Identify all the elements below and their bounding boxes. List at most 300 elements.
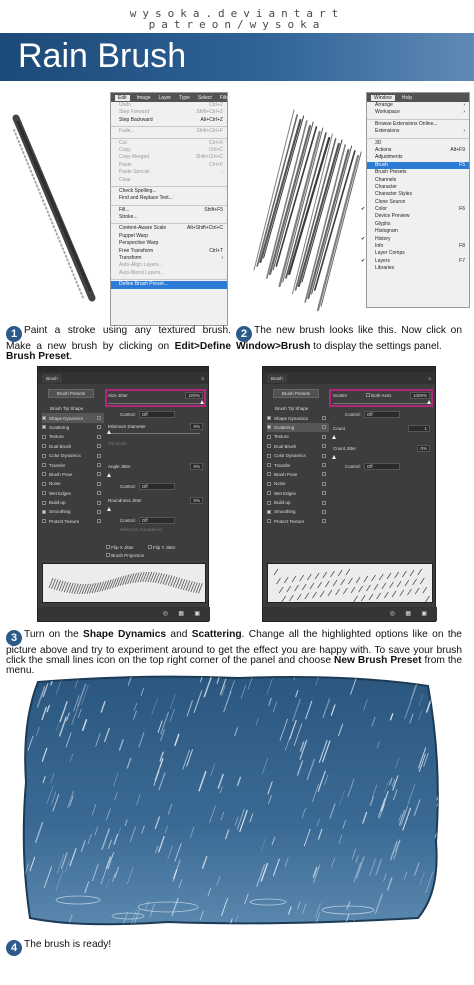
menu-item-label: Auto-Blend Layers... xyxy=(119,269,165,276)
menu-item[interactable] xyxy=(367,221,469,228)
step-bold: Edit>Define Brush Preset xyxy=(6,341,231,362)
menu-item-shortcut: F5 xyxy=(459,161,465,168)
menu-item[interactable] xyxy=(111,255,227,262)
rain-streak xyxy=(5,751,9,762)
control-select[interactable]: Off xyxy=(364,411,400,418)
menu-item[interactable] xyxy=(367,162,469,169)
lock-icon[interactable] xyxy=(322,416,326,420)
menu-item-shortcut: › xyxy=(463,102,465,108)
preview-dab xyxy=(369,594,373,600)
flip-row xyxy=(106,545,175,550)
control-row xyxy=(120,411,175,418)
brush-option-item[interactable] xyxy=(267,442,329,451)
menu-item[interactable] xyxy=(111,117,227,124)
menu-item[interactable] xyxy=(367,147,469,154)
menu-item-shortcut: F6 xyxy=(459,206,465,213)
step-text: Paint a stroke using any textured brush. Make a new brush by clicking on xyxy=(6,325,231,352)
projection-checkbox[interactable]: Brush Projection xyxy=(106,553,144,558)
preview-dab xyxy=(330,571,334,577)
brush-option-item[interactable] xyxy=(42,470,104,479)
size-jitter-slider[interactable] xyxy=(108,403,200,404)
preview-dab xyxy=(341,579,345,585)
lock-icon[interactable] xyxy=(322,444,326,448)
roundness-value[interactable]: 0% xyxy=(190,497,203,504)
option-checkbox[interactable] xyxy=(267,472,271,476)
menu-bar xyxy=(367,93,469,102)
brush-panel-scattering xyxy=(262,366,436,622)
option-checkbox[interactable] xyxy=(42,425,46,429)
option-label: Brush Pose xyxy=(49,471,73,477)
menu-item-label: Free Transform xyxy=(119,247,154,254)
option-label: Transfer xyxy=(274,462,291,468)
menu-item[interactable] xyxy=(111,147,227,154)
preview-dab xyxy=(366,585,370,591)
menu-item-label: Fade... xyxy=(119,128,135,135)
menu-item-label: Undo xyxy=(119,102,131,108)
menu-bar-item[interactable]: Edit xyxy=(115,95,130,101)
brush-option-item[interactable] xyxy=(42,432,104,441)
menu-item-label: Paste Special xyxy=(119,169,150,176)
panel-tab[interactable]: Brush xyxy=(267,374,287,383)
step-number-badge: 3 xyxy=(6,630,22,646)
option-checkbox[interactable] xyxy=(42,482,46,486)
preview-dab xyxy=(130,573,134,583)
option-checkbox[interactable] xyxy=(267,491,271,495)
lock-icon[interactable] xyxy=(97,425,101,429)
slider-knob[interactable] xyxy=(427,400,431,404)
menu-item[interactable] xyxy=(361,235,469,243)
brush-option-item[interactable] xyxy=(267,423,329,432)
menu-item-label: Copy xyxy=(119,146,131,153)
preview-dab xyxy=(112,578,116,588)
brush-option-item[interactable] xyxy=(42,451,104,460)
menu-item-label: Color xyxy=(375,206,387,213)
menu-item-label: Glyphs xyxy=(375,220,391,227)
menu-item[interactable] xyxy=(367,177,469,184)
menu-separator xyxy=(111,184,227,187)
lock-icon[interactable] xyxy=(322,482,326,486)
menu-item[interactable] xyxy=(111,154,227,161)
menu-item-shortcut: Shift+Ctrl+C xyxy=(195,154,223,161)
option-checkbox[interactable] xyxy=(42,454,46,458)
rain-streak xyxy=(427,904,434,924)
menu-item[interactable] xyxy=(111,102,227,109)
lock-icon[interactable] xyxy=(97,416,101,420)
lock-icon[interactable] xyxy=(322,510,326,514)
brush-stroke-preview xyxy=(42,563,206,603)
option-label: Wet Edges xyxy=(274,490,296,496)
checkmark-icon: ✔ xyxy=(361,235,366,242)
menu-item[interactable] xyxy=(367,250,469,257)
slider-knob[interactable] xyxy=(200,400,204,404)
rain-streak xyxy=(445,676,447,682)
menu-item-shortcut: Ctrl+C xyxy=(208,146,223,153)
brush-option-item[interactable] xyxy=(42,507,104,516)
step-bold: Window>Brush xyxy=(236,341,311,352)
brush-option-item[interactable] xyxy=(42,479,104,488)
menu-item[interactable] xyxy=(111,248,227,255)
option-checkbox[interactable] xyxy=(267,435,271,439)
option-checkbox[interactable] xyxy=(42,416,46,420)
flip-y-checkbox[interactable]: Flip Y Jitter xyxy=(148,545,176,550)
flip-x-checkbox[interactable]: Flip X Jitter xyxy=(106,545,134,550)
scatter-value[interactable]: 1000% xyxy=(410,392,430,399)
preview-dab xyxy=(125,575,129,585)
rain-streak xyxy=(438,738,440,745)
lock-icon[interactable] xyxy=(322,425,326,429)
min-diameter-label: Minimum Diameter xyxy=(108,424,146,429)
min-diameter-value[interactable]: 0% xyxy=(190,423,203,430)
preview-dab xyxy=(423,587,427,593)
lock-icon[interactable] xyxy=(97,454,101,458)
preview-dab xyxy=(117,577,121,587)
step-text: to display the settings panel. xyxy=(310,341,442,352)
menu-item-label: Character Styles xyxy=(375,191,412,198)
slider-knob[interactable] xyxy=(107,473,111,477)
lock-icon[interactable] xyxy=(97,435,101,439)
slider-knob[interactable] xyxy=(332,455,336,459)
option-checkbox[interactable] xyxy=(267,482,271,486)
step-bold: New Brush Preset xyxy=(333,655,422,666)
rain-streak xyxy=(10,806,17,825)
step-text: from the menu. xyxy=(6,655,462,676)
brush-option-item[interactable] xyxy=(267,432,329,441)
slider-knob[interactable] xyxy=(107,507,111,511)
lock-icon[interactable] xyxy=(97,463,101,467)
brush-stroke-preview xyxy=(267,563,433,603)
lock-icon[interactable] xyxy=(322,491,326,495)
count-jitter-value[interactable]: 0% xyxy=(417,445,430,452)
brush-option-item[interactable] xyxy=(267,451,329,460)
step-3 xyxy=(6,630,462,676)
panel-menu-icon[interactable]: ≡ xyxy=(428,375,431,381)
option-label: Protect Texture xyxy=(49,518,80,524)
menu-item[interactable] xyxy=(361,206,469,213)
option-checkbox[interactable] xyxy=(267,463,271,467)
header-line-2: patreon/wysoka xyxy=(148,18,326,31)
brush-option-item[interactable] xyxy=(267,479,329,488)
option-checkbox[interactable] xyxy=(267,425,271,429)
lock-icon[interactable] xyxy=(322,454,326,458)
preview-dab xyxy=(300,575,304,581)
panel-footer xyxy=(38,607,210,621)
brush-presets-button[interactable]: Brush Presets xyxy=(48,389,94,398)
preview-dab xyxy=(384,592,388,598)
menu-item[interactable] xyxy=(111,281,227,288)
menu-bar-item[interactable]: Image xyxy=(136,94,151,101)
menu-item[interactable] xyxy=(361,257,469,265)
preview-dab xyxy=(364,576,368,582)
menu-bar-item[interactable]: Type xyxy=(179,94,190,101)
menu-item[interactable] xyxy=(367,169,469,176)
control-select[interactable]: Off xyxy=(139,483,175,490)
lock-icon[interactable] xyxy=(322,519,326,523)
brush-option-item[interactable] xyxy=(267,517,329,526)
menu-item[interactable] xyxy=(367,121,469,128)
window-menu xyxy=(361,92,470,308)
option-checkbox[interactable] xyxy=(267,501,271,505)
menu-item[interactable] xyxy=(367,265,469,272)
menu-item-label: Actions xyxy=(375,146,392,153)
menu-item-shortcut: Ctrl+T xyxy=(209,247,223,254)
edit-menu xyxy=(110,92,231,326)
menu-item[interactable] xyxy=(367,184,469,191)
menu-bar-item[interactable]: Filter xyxy=(219,94,231,101)
menu-item-shortcut: Shift+Ctrl+Z xyxy=(196,109,223,116)
brush-option-item[interactable] xyxy=(267,489,329,498)
preview-dab xyxy=(289,595,293,601)
menu-item[interactable] xyxy=(111,140,227,147)
panel-menu-icon[interactable]: ≡ xyxy=(201,375,204,381)
menu-item[interactable] xyxy=(367,102,469,109)
option-label: Texture xyxy=(49,434,64,440)
menu-separator xyxy=(367,136,469,139)
rain-streak xyxy=(436,673,439,681)
step-text: . xyxy=(69,351,73,362)
menu-item[interactable] xyxy=(367,191,469,198)
step-text: . Change all the highlighted options like on the picture above and try to experiment around to get the effect you are happy with. To save your brush click the small lines icon on the top right corner of the panel and choose xyxy=(6,629,462,666)
menu-item[interactable] xyxy=(111,233,227,240)
brush-option-item[interactable] xyxy=(267,470,329,479)
brush-bristle-line xyxy=(318,156,358,310)
brush-option-item[interactable] xyxy=(42,442,104,451)
menu-item[interactable] xyxy=(367,213,469,220)
option-checkbox[interactable] xyxy=(267,454,271,458)
preview-dab xyxy=(359,586,363,592)
preview-dab xyxy=(361,595,365,601)
option-label: Dual Brush xyxy=(49,443,72,449)
grid-icon[interactable]: ▦ xyxy=(405,611,411,617)
menu-item-label: Clone Source xyxy=(375,198,406,205)
menu-item[interactable] xyxy=(367,199,469,206)
menu-item[interactable] xyxy=(111,169,227,176)
rain-streak xyxy=(11,704,15,715)
lock-icon[interactable] xyxy=(97,519,101,523)
menu-item[interactable] xyxy=(367,109,469,116)
menu-item[interactable] xyxy=(111,109,227,116)
menu-bar-item[interactable]: Select xyxy=(197,94,212,101)
lock-icon[interactable] xyxy=(322,472,326,476)
brush-option-item[interactable] xyxy=(42,498,104,507)
new-preset-icon[interactable]: ▣ xyxy=(194,611,200,617)
menu-item-shortcut: Shift+F5 xyxy=(204,206,223,213)
rain-streak xyxy=(6,762,11,777)
lock-icon[interactable] xyxy=(97,501,101,505)
preview-dab xyxy=(318,582,322,588)
brush-option-item[interactable] xyxy=(42,423,104,432)
brush-options-list xyxy=(267,404,329,526)
menu-item[interactable] xyxy=(367,243,469,250)
option-checkbox[interactable] xyxy=(267,416,271,420)
brush-option-item[interactable] xyxy=(267,404,329,413)
step-text: and xyxy=(166,629,192,640)
slider-knob[interactable] xyxy=(332,435,336,439)
option-checkbox[interactable] xyxy=(42,491,46,495)
menu-item[interactable] xyxy=(367,228,469,235)
lock-icon[interactable] xyxy=(322,501,326,505)
menu-item-label: Transform xyxy=(119,255,142,262)
lock-icon[interactable] xyxy=(97,491,101,495)
brush-option-item[interactable] xyxy=(267,413,329,422)
brush-option-item[interactable] xyxy=(42,489,104,498)
preview-dab xyxy=(420,578,424,584)
step-2 xyxy=(236,326,462,352)
menu-item[interactable] xyxy=(111,188,227,195)
menu-item-label: Copy Merged xyxy=(119,154,150,161)
lock-icon[interactable] xyxy=(322,463,326,467)
option-label: Scattering xyxy=(49,424,70,430)
menu-separator xyxy=(111,277,227,280)
brush-option-item[interactable] xyxy=(42,517,104,526)
menu-item[interactable] xyxy=(367,140,469,147)
header-line-1: wysoka.deviantart xyxy=(129,7,345,20)
preview-dab xyxy=(377,593,381,599)
count-value[interactable]: 1 xyxy=(408,425,430,432)
preview-dab xyxy=(97,582,101,592)
menu-separator xyxy=(111,203,227,206)
preview-dab xyxy=(277,578,281,584)
scatter-slider[interactable] xyxy=(333,403,427,404)
control-select[interactable]: Off xyxy=(139,517,175,524)
menu-item-shortcut: F7 xyxy=(459,257,465,264)
preview-dab xyxy=(346,569,350,575)
min-diameter-row xyxy=(108,423,203,430)
lock-icon[interactable] xyxy=(97,444,101,448)
slider-knob[interactable] xyxy=(107,430,111,434)
scatter-label: Scatter xyxy=(333,393,348,398)
scatter-row xyxy=(333,392,430,399)
control-select[interactable]: Off xyxy=(139,411,175,418)
option-checkbox[interactable] xyxy=(42,463,46,467)
menu-item[interactable] xyxy=(111,195,227,202)
menu-item[interactable] xyxy=(111,214,227,221)
angle-jitter-row xyxy=(108,463,203,470)
preview-dab xyxy=(120,576,124,586)
menu-item-shortcut: Ctrl+V xyxy=(208,161,223,168)
step-4 xyxy=(6,940,206,956)
preview-dab xyxy=(310,583,314,589)
count-row xyxy=(333,425,430,432)
preview-dab xyxy=(392,591,396,597)
lock-icon[interactable] xyxy=(97,510,101,514)
step-bold: Shape Dynamics xyxy=(83,629,167,640)
menu-item[interactable] xyxy=(111,225,227,232)
option-label: Texture xyxy=(274,434,289,440)
menu-item[interactable] xyxy=(111,270,227,277)
brush-option-item[interactable] xyxy=(42,413,104,422)
menu-item-shortcut: › xyxy=(463,109,465,116)
brush-option-item[interactable] xyxy=(42,460,104,469)
control-row-2 xyxy=(120,483,175,490)
angle-jitter-label: Angle Jitter xyxy=(108,464,131,469)
option-label: Shape Dynamics xyxy=(49,415,84,421)
option-label: Scattering xyxy=(274,424,295,430)
menu-item[interactable] xyxy=(367,154,469,161)
step-number-badge: 4 xyxy=(6,940,22,956)
eye-icon[interactable]: ◎ xyxy=(389,611,395,617)
menu-item-label: Step Forward xyxy=(119,109,150,116)
preview-dab xyxy=(382,583,386,589)
brush-presets-button[interactable]: Brush Presets xyxy=(273,389,319,398)
menu-separator xyxy=(111,124,227,127)
menu-bar-item[interactable]: Layer xyxy=(158,94,172,101)
option-checkbox[interactable] xyxy=(42,472,46,476)
menu-item-label: 3D xyxy=(375,139,382,146)
lock-icon[interactable] xyxy=(97,472,101,476)
menu-item-label: Define Brush Preset... xyxy=(119,281,168,288)
option-label: Noise xyxy=(274,481,286,487)
option-checkbox[interactable] xyxy=(42,501,46,505)
header-credit xyxy=(0,0,474,32)
preview-dab xyxy=(95,583,99,593)
menu-item[interactable] xyxy=(111,128,227,135)
panel-tab[interactable]: Brush xyxy=(42,374,62,383)
both-axes-checkbox[interactable]: Both Axes xyxy=(366,393,392,398)
menu-item[interactable] xyxy=(111,207,227,214)
option-checkbox[interactable] xyxy=(42,444,46,448)
preview-dab xyxy=(354,596,358,602)
rain-streak xyxy=(5,792,9,804)
min-diameter-slider[interactable] xyxy=(108,433,200,434)
option-checkbox[interactable] xyxy=(267,444,271,448)
option-label: Noise xyxy=(49,481,61,487)
lock-icon[interactable] xyxy=(322,435,326,439)
step-text: Turn on the xyxy=(24,629,84,640)
preview-dab xyxy=(292,576,296,582)
menu-item-label: Arrange xyxy=(375,102,393,108)
option-checkbox[interactable] xyxy=(42,510,46,514)
preview-dab xyxy=(372,575,376,581)
preview-dab xyxy=(374,584,378,590)
option-label: Color Dynamics xyxy=(274,453,306,459)
rain-painting xyxy=(18,672,444,930)
menu-item[interactable] xyxy=(111,240,227,247)
preview-dab xyxy=(390,582,394,588)
eye-icon[interactable]: ◎ xyxy=(162,611,168,617)
control-select[interactable]: Off xyxy=(364,463,400,470)
preview-dab xyxy=(400,590,404,596)
menu-item-shortcut: F8 xyxy=(459,243,465,250)
menu-item-label: Fill... xyxy=(119,206,130,213)
preview-dab xyxy=(407,589,411,595)
new-preset-icon[interactable]: ▣ xyxy=(421,611,427,617)
menu-item[interactable] xyxy=(111,262,227,269)
option-checkbox[interactable] xyxy=(267,510,271,514)
lock-icon[interactable] xyxy=(97,482,101,486)
option-checkbox[interactable] xyxy=(267,519,271,523)
menu-separator xyxy=(367,117,469,120)
option-checkbox[interactable] xyxy=(42,519,46,523)
angle-jitter-value[interactable]: 0% xyxy=(190,463,203,470)
menu-bar-item[interactable]: Help xyxy=(401,94,413,101)
brush-option-item[interactable] xyxy=(267,498,329,507)
menu-item-label: Clear xyxy=(119,176,131,183)
preview-dab xyxy=(413,579,417,585)
grid-icon[interactable]: ▦ xyxy=(178,611,184,617)
menu-bar-item[interactable]: Window xyxy=(371,95,395,101)
menu-item[interactable] xyxy=(111,162,227,169)
option-checkbox[interactable] xyxy=(42,435,46,439)
menu-item-label: Channels xyxy=(375,176,397,183)
brush-option-item[interactable] xyxy=(42,404,104,413)
brush-option-item[interactable] xyxy=(267,460,329,469)
menu-item[interactable] xyxy=(367,128,469,135)
preview-dab xyxy=(387,573,391,579)
menu-item-label: Extensions xyxy=(375,128,400,135)
menu-item[interactable] xyxy=(111,177,227,184)
brush-option-item[interactable] xyxy=(267,507,329,516)
size-jitter-value[interactable]: 100% xyxy=(185,392,203,399)
